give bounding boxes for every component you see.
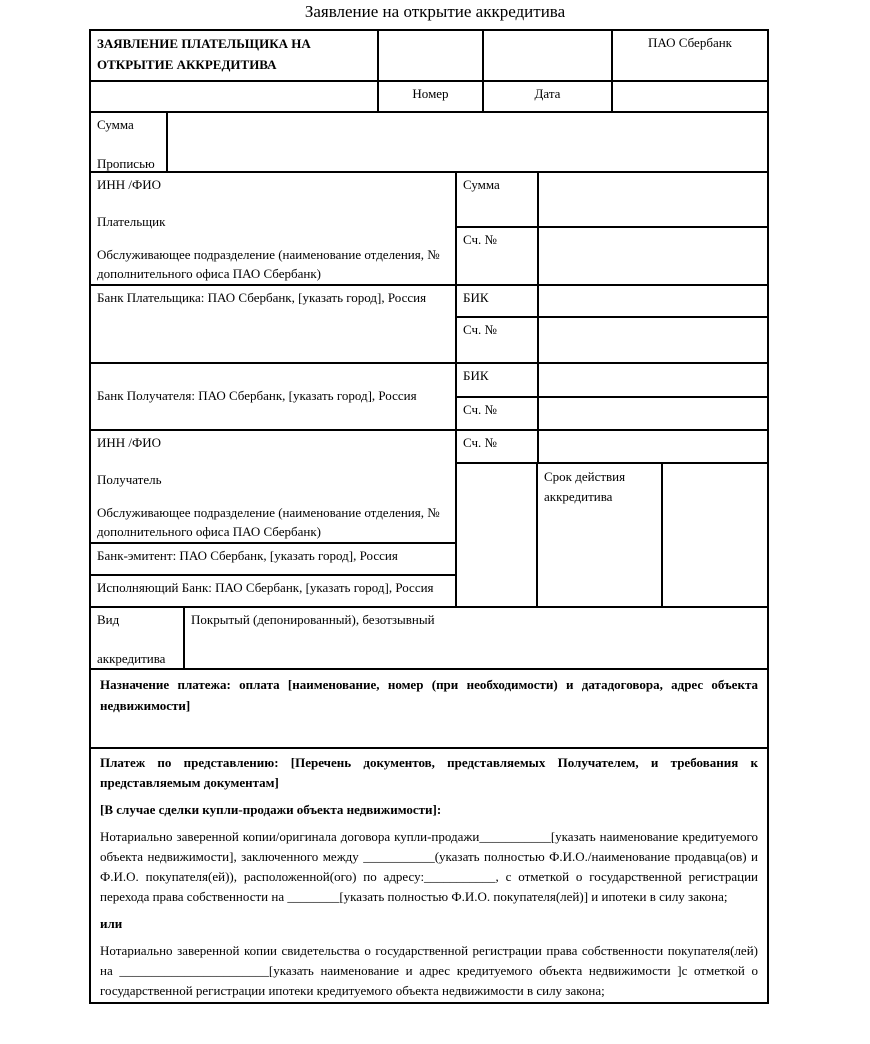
recipient-bank-bik-label: БИК xyxy=(456,363,538,397)
credit-type-label xyxy=(90,607,184,669)
payer-bank-account-label: Сч. № xyxy=(456,317,538,363)
recipient-bank-account-label: Сч. № xyxy=(456,397,538,430)
payer-info-cell xyxy=(90,172,456,285)
payer-bank-bik-label: БИК xyxy=(456,285,538,317)
payer-bank-bik-value-field[interactable] xyxy=(538,285,768,317)
form-title-line2: ОТКРЫТИЕ АККРЕДИТИВА xyxy=(97,56,277,72)
payer-bank-cell: Банк Плательщика: ПАО Сбербанк, [указать город], Россия xyxy=(90,285,456,363)
payer-inn-label: ИНН /ФИО xyxy=(97,177,162,192)
payer-sum-value-field[interactable] xyxy=(538,172,768,227)
validity-label: Срок действия аккредитива xyxy=(537,463,662,607)
credit-type-label-line2: аккредитива xyxy=(97,650,166,666)
payment-terms-case-title: [В случае сделки купли-продажи объекта недвижимости]: xyxy=(100,802,442,817)
payment-terms-option2: Нотариально заверенной копии свидетельства о государственной регистрации права собственности покупателя(лей) на _______________________[указать наименование и адрес кредитуемого объекта недвижимости ]с отметкой о государственной регистрации ипотеки кредитуемого объекта недвижимости в силу закона; xyxy=(100,943,758,998)
payment-terms-option1: Нотариально заверенной копии/оригинала договора купли-продажи___________[указать наименование кредитуемого объекта недвижимости], заключенного между ___________(указать полностью Ф.И.О./наименование продавца(ов) и Ф.И.О. покупателя(ей)), расположенной(ого) по адресу:___________, с отметкой о государственной регистрации перехода права собственности на ________[указать полностью Ф.И.О. покупателя(лей)] и ипотеки в силу закона; xyxy=(100,829,758,904)
amount-words-label xyxy=(90,112,167,172)
validity-empty-cell xyxy=(456,463,537,607)
credit-type-value: Покрытый (депонированный), безотзывный xyxy=(184,607,768,669)
page-title: Заявление на открытие аккредитива xyxy=(304,2,566,21)
amount-label-line1: Сумма xyxy=(97,117,134,132)
payment-terms-or: или xyxy=(100,916,123,931)
recipient-info-cell xyxy=(90,430,456,543)
recipient-inn-label: ИНН /ФИО xyxy=(97,435,162,450)
issuing-bank-cell: Банк-эмитент: ПАО Сбербанк, [указать город], Россия xyxy=(90,543,456,575)
recipient-bank-account-value-field[interactable] xyxy=(538,397,768,430)
executing-bank-cell: Исполняющий Банк: ПАО Сбербанк, [указать город], Россия xyxy=(90,575,456,607)
recipient-account-value-field[interactable] xyxy=(538,430,768,463)
payer-account-value-field[interactable] xyxy=(538,227,768,285)
payment-terms-intro: Платеж по представлению: [Перечень документов, представляемых Получателем, и требования к представляемым документам] xyxy=(100,755,758,790)
bank-name-cell: ПАО Сбербанк xyxy=(612,30,768,81)
date-label: Дата xyxy=(483,81,612,112)
validity-value-field[interactable] xyxy=(662,463,768,607)
payer-sum-label: Сумма xyxy=(456,172,538,227)
amount-words-value-field[interactable] xyxy=(167,112,768,172)
number-label: Номер xyxy=(378,81,483,112)
recipient-bank-bik-value-field[interactable] xyxy=(538,363,768,397)
form-title-line1: ЗАЯВЛЕНИЕ ПЛАТЕЛЬЩИКА НА xyxy=(97,36,311,51)
recipient-account-label: Сч. № xyxy=(456,430,538,463)
header-row2-empty-cell-2 xyxy=(612,81,768,112)
payer-account-label: Сч. № xyxy=(456,227,538,285)
payment-terms-cell xyxy=(90,748,768,1003)
header-empty-cell-1 xyxy=(378,30,483,81)
application-form-table xyxy=(89,29,769,1004)
header-row2-empty-cell-1 xyxy=(90,81,378,112)
payer-bank-account-value-field[interactable] xyxy=(538,317,768,363)
recipient-bank-cell: Банк Получателя: ПАО Сбербанк, [указать город], Россия xyxy=(90,363,456,430)
amount-label-line2: Прописью xyxy=(97,155,155,171)
payer-division-label: Обслуживающее подразделение (наименование отделения, № дополнительного офиса ПАО Сбербанк) xyxy=(97,247,440,281)
recipient-division-label: Обслуживающее подразделение (наименование отделения, № дополнительного офиса ПАО Сбербанк) xyxy=(97,505,440,539)
payer-name-label: Плательщик xyxy=(97,214,166,230)
payment-purpose-cell: Назначение платежа: оплата [наименование, номер (при необходимости) и датадоговора, адрес объекта недвижимости] xyxy=(90,669,768,748)
recipient-name-label: Получатель xyxy=(97,472,162,488)
header-empty-cell-2 xyxy=(483,30,612,81)
credit-type-label-line1: Вид xyxy=(97,612,120,627)
form-title-cell xyxy=(90,30,378,81)
